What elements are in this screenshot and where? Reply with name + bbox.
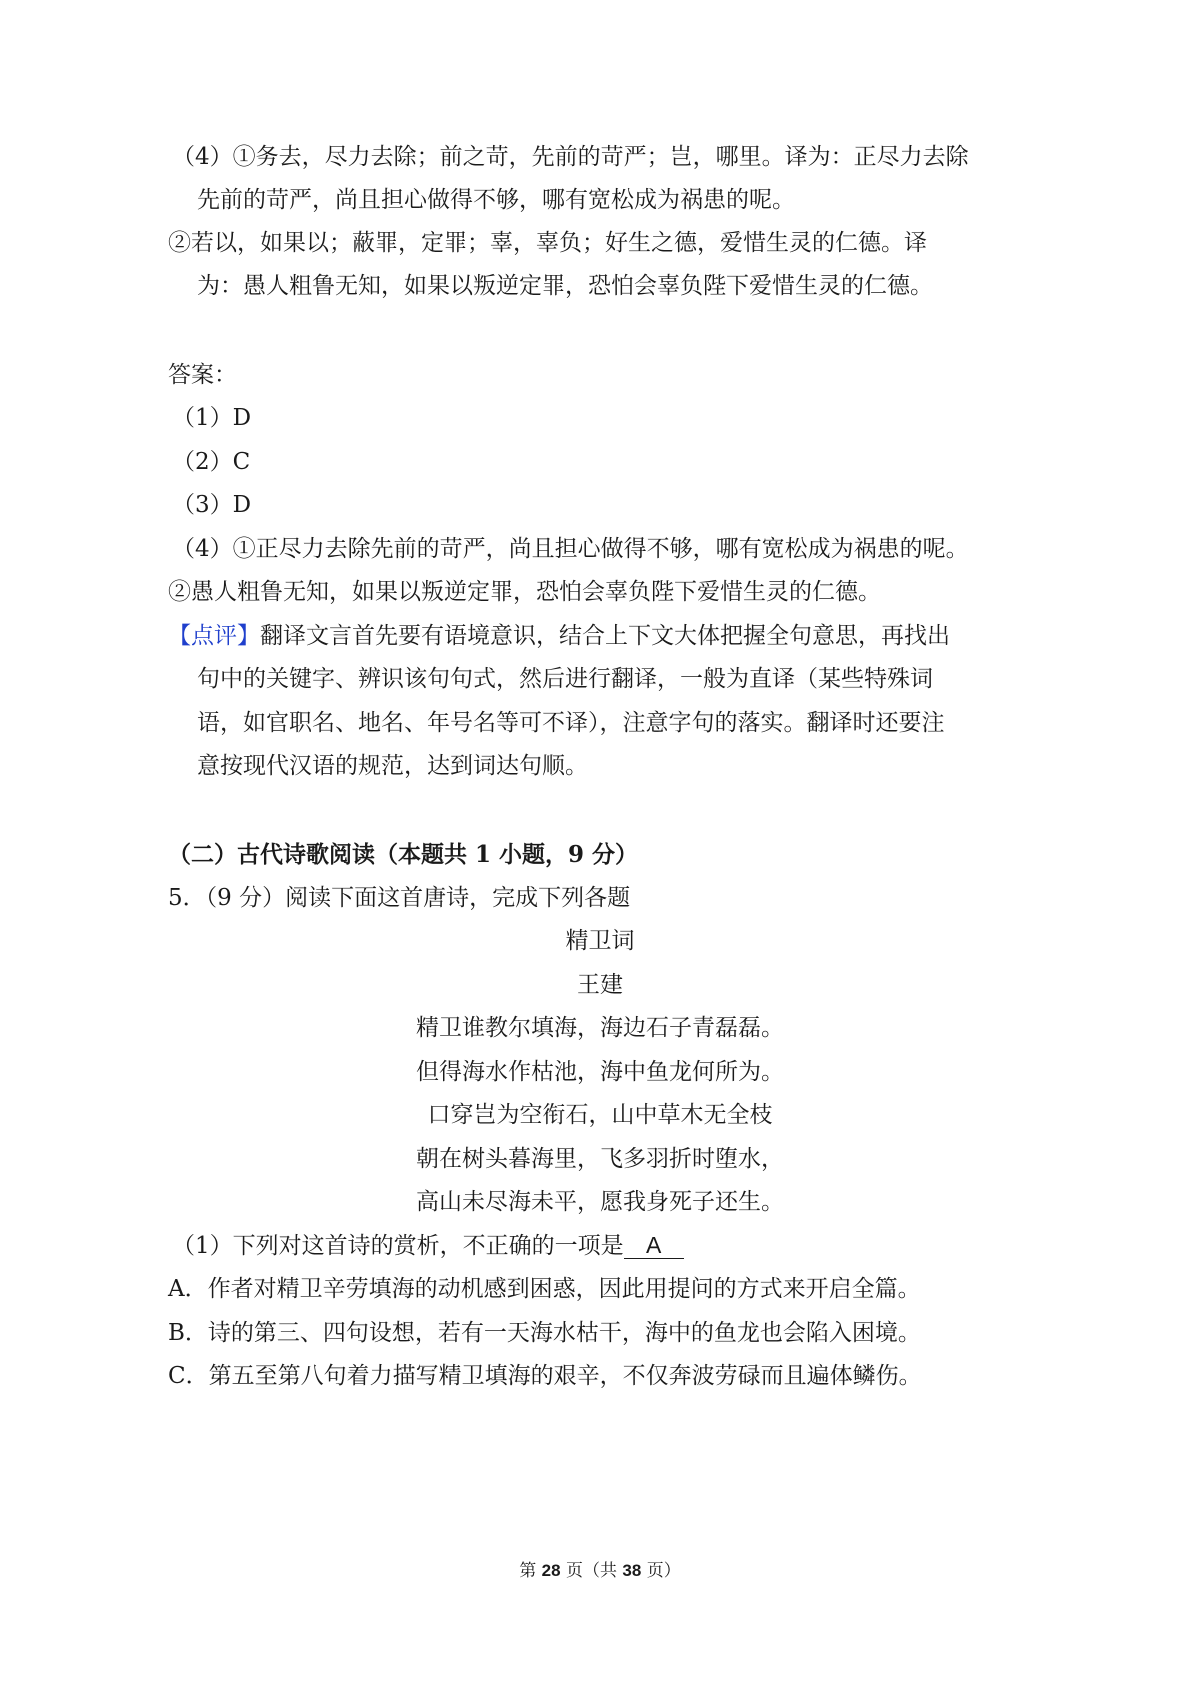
footer-page-number: 28 <box>541 1561 561 1580</box>
explanation-item4-line1: （4）①务去，尽力去除；前之苛，先前的苛严；岂，哪里。译为：正尽力去除 <box>172 144 969 170</box>
poem-line-4: 朝在树头暮海里，飞多羽折时堕水， <box>416 1146 784 1172</box>
question1-answer-blank: A <box>624 1232 684 1259</box>
poem-line-2: 但得海水作枯池，海中鱼龙何所为。 <box>416 1059 784 1085</box>
explanation-item4-line2: 先前的苛严，尚且担心做得不够，哪有宽松成为祸患的呢。 <box>197 187 795 213</box>
question1-line <box>172 1231 684 1261</box>
footer-total-pages: 38 <box>622 1561 642 1580</box>
footer-middle: 页（共 <box>560 1561 623 1581</box>
answer-1: （1）D <box>172 405 252 431</box>
footer-prefix: 第 <box>519 1561 542 1581</box>
answers-heading: 答案： <box>168 362 237 388</box>
comment-line4: 意按现代汉语的规范，达到词达句顺。 <box>197 753 588 779</box>
poem-line-5: 高山未尽海未平，愿我身死子还生。 <box>416 1189 784 1215</box>
poem-author: 王建 <box>577 972 623 998</box>
page-footer <box>0 1560 1200 1582</box>
answer-2: （2）C <box>172 449 251 475</box>
answer-4b: ②愚人粗鲁无知，如果以叛逆定罪，恐怕会辜负陛下爱惜生灵的仁德。 <box>168 579 881 605</box>
poem-line-1: 精卫谁教尔填海，海边石子青磊磊。 <box>416 1015 784 1041</box>
comment-line1 <box>168 621 950 651</box>
option-b: B．诗的第三、四句设想，若有一天海水枯干，海中的鱼龙也会陷入困境。 <box>168 1320 921 1346</box>
comment-label: 【点评】 <box>168 623 260 649</box>
section2-heading: （二）古代诗歌阅读（本题共 1 小题，9 分） <box>168 841 639 868</box>
explanation-item4b-line1: ②若以，如果以；蔽罪，定罪；辜，辜负；好生之德，爱惜生灵的仁德。译 <box>168 230 927 256</box>
poem-title: 精卫词 <box>565 928 635 954</box>
option-c: C．第五至第八句着力描写精卫填海的艰辛，不仅奔波劳碌而且遍体鳞伤。 <box>168 1363 922 1389</box>
comment-line3: 语，如官职名、地名、年号名等可不译），注意字句的落实。翻译时还要注 <box>197 710 945 736</box>
comment-line2: 句中的关键字、辨识该句句式，然后进行翻译，一般为直译（某些特殊词 <box>197 666 933 692</box>
explanation-item4b-line2: 为：愚人粗鲁无知，如果以叛逆定罪，恐怕会辜负陛下爱惜生灵的仁德。 <box>197 273 933 299</box>
footer-suffix: 页） <box>641 1561 681 1581</box>
comment-text-line1: 翻译文言首先要有语境意识，结合上下文大体把握全句意思，再找出 <box>260 623 950 649</box>
option-a: A．作者对精卫辛劳填海的动机感到困惑，因此用提问的方式来开启全篇。 <box>168 1276 921 1302</box>
answer-4: （4）①正尽力去除先前的苛严，尚且担心做得不够，哪有宽松成为祸患的呢。 <box>172 536 969 562</box>
question5-stem: 5．（9 分）阅读下面这首唐诗，完成下列各题 <box>168 885 631 911</box>
poem-line-3: 口穿岂为空衔石，山中草木无全枝 <box>427 1102 773 1128</box>
question1-stem: （1）下列对这首诗的赏析，不正确的一项是 <box>172 1233 624 1259</box>
answer-3: （3）D <box>172 492 252 518</box>
